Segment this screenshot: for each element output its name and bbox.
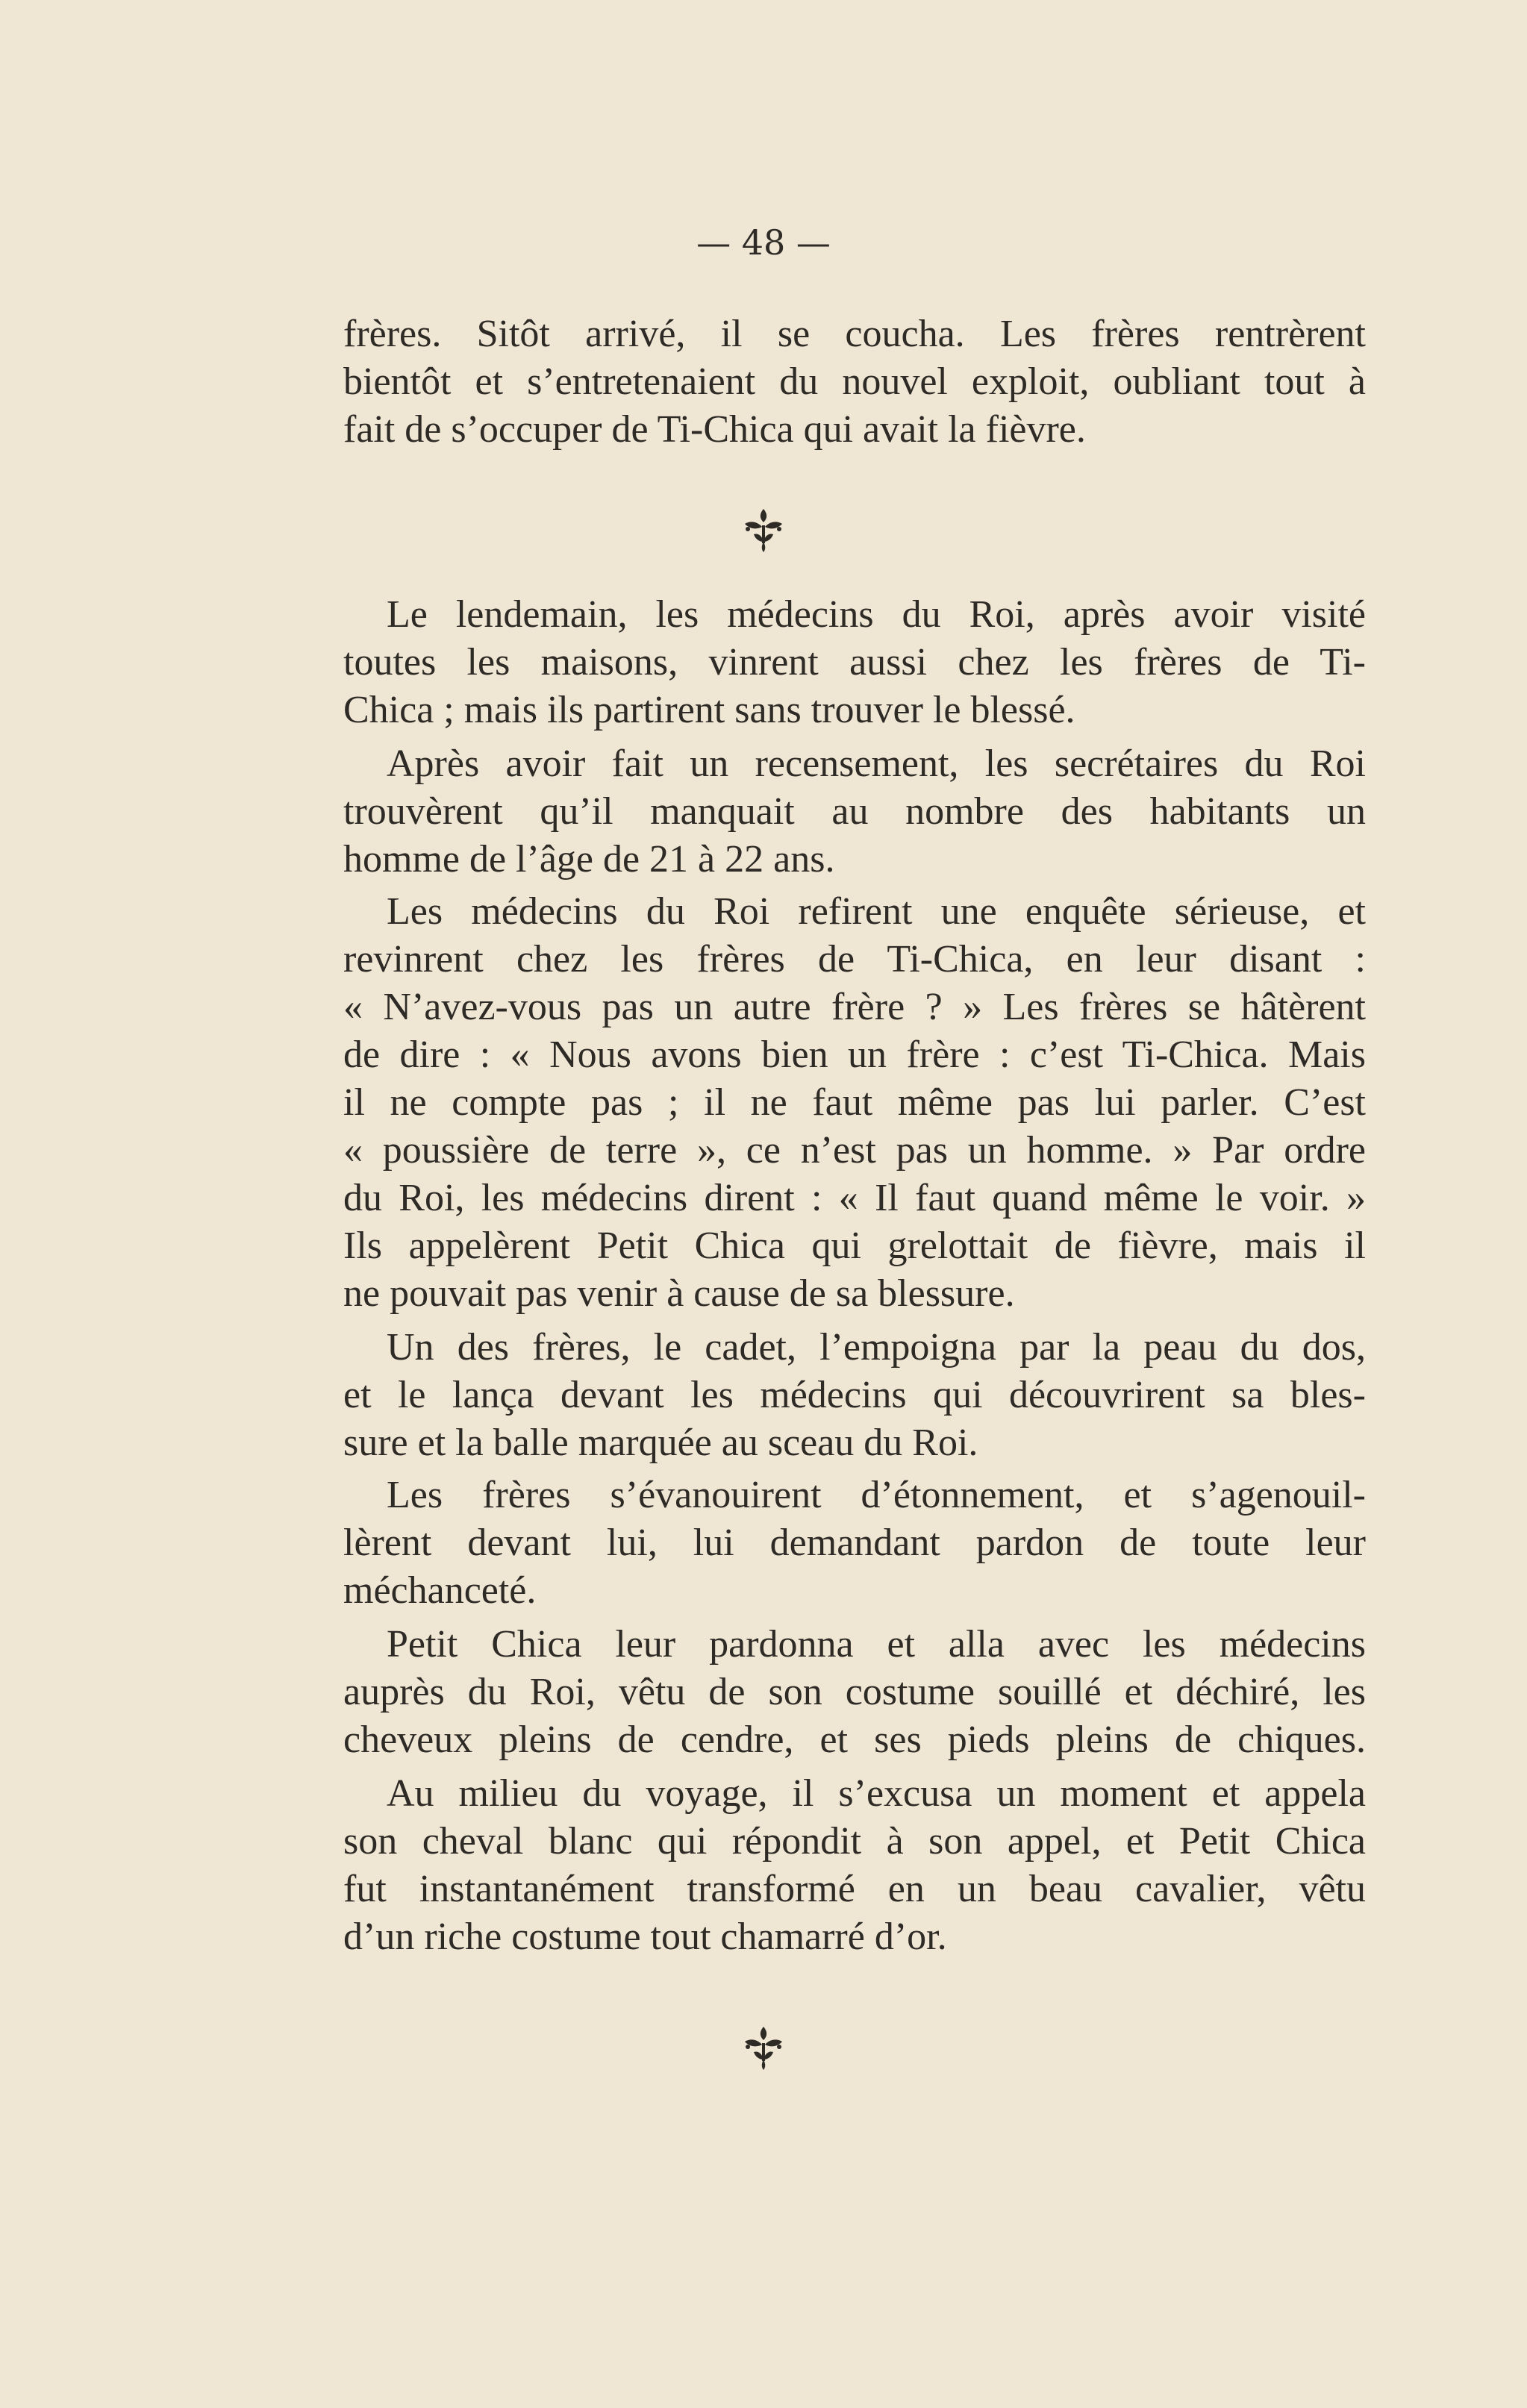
text-line: « poussière de terre », ce n’est pas un homme. » Par ordre xyxy=(343,1129,1366,1172)
text-line: sure et la balle marquée au sceau du Roi. xyxy=(343,1422,978,1464)
paragraph-7 xyxy=(299,1621,1366,1764)
text-line: son cheval blanc qui répondit à son appel, et Petit Chica xyxy=(343,1820,1366,1863)
paragraph-5 xyxy=(299,1324,1366,1467)
text-line: lèrent devant lui, lui demandant pardon de toute leur xyxy=(343,1522,1366,1564)
text-line: revinrent chez les frères de Ti-Chica, en leur disant : xyxy=(343,938,1366,981)
text-line: ne pouvait pas venir à cause de sa blessure. xyxy=(343,1272,1015,1315)
text-line: il ne compte pas ; il ne faut même pas lui parler. C’est xyxy=(343,1081,1366,1124)
text-line: auprès du Roi, vêtu de son costume souillé et déchiré, les xyxy=(343,1671,1366,1713)
paragraph-3 xyxy=(299,740,1366,884)
text-line: et le lança devant les médecins qui découvrirent sa bles- xyxy=(343,1374,1366,1416)
text-line: homme de l’âge de 21 à 22 ans. xyxy=(343,838,835,881)
text-line: Ils appelèrent Petit Chica qui grelottait de fièvre, mais il xyxy=(343,1225,1366,1267)
text-line: frères. Sitôt arrivé, il se coucha. Les frères rentrèrent xyxy=(343,313,1366,355)
text-line: bientôt et s’entretenaient du nouvel exploit, oubliant tout à xyxy=(343,360,1366,403)
text-line: Après avoir fait un recensement, les secrétaires du Roi xyxy=(387,742,1366,785)
fleuron-icon xyxy=(0,2022,1527,2075)
text-line: Les frères s’évanouirent d’étonnement, et s’agenouil- xyxy=(387,1474,1366,1516)
fleuron-icon xyxy=(0,504,1527,557)
paragraph-1 xyxy=(299,310,1366,454)
text-line: du Roi, les médecins dirent : « Il faut quand même le voir. » xyxy=(343,1177,1366,1219)
text-line: Chica ; mais ils partirent sans trouver le blessé. xyxy=(343,689,1075,731)
text-line: Un des frères, le cadet, l’empoigna par la peau du dos, xyxy=(387,1326,1366,1369)
text-line: « N’avez-vous pas un autre frère ? » Les frères se hâtèrent xyxy=(343,986,1366,1028)
paragraph-8 xyxy=(299,1770,1366,1961)
paragraph-4 xyxy=(299,888,1366,1318)
text-line: Au milieu du voyage, il s’excusa un moment et appela xyxy=(387,1772,1366,1815)
text-line: Les médecins du Roi refirent une enquête sérieuse, et xyxy=(387,890,1366,933)
text-line: toutes les maisons, vinrent aussi chez les frères de Ti- xyxy=(343,641,1366,684)
text-line: de dire : « Nous avons bien un frère : c’est Ti-Chica. Mais xyxy=(343,1033,1366,1076)
text-line: méchanceté. xyxy=(343,1569,537,1612)
paragraph-6 xyxy=(299,1472,1366,1615)
text-line: fut instantanément transformé en un beau cavalier, vêtu xyxy=(343,1868,1366,1910)
text-line: fait de s’occuper de Ti-Chica qui avait la fièvre. xyxy=(343,408,1086,451)
text-line: Le lendemain, les médecins du Roi, après avoir visité xyxy=(387,593,1366,636)
text-line: cheveux pleins de cendre, et ses pieds pleins de chiques. xyxy=(343,1719,1366,1761)
paragraph-2 xyxy=(299,591,1366,734)
text-line: d’un riche costume tout chamarré d’or. xyxy=(343,1916,947,1958)
text-line: trouvèrent qu’il manquait au nombre des habitants un xyxy=(343,790,1366,833)
text-line: Petit Chica leur pardonna et alla avec les médecins xyxy=(387,1623,1366,1666)
page-number: — 48 — xyxy=(696,222,831,263)
